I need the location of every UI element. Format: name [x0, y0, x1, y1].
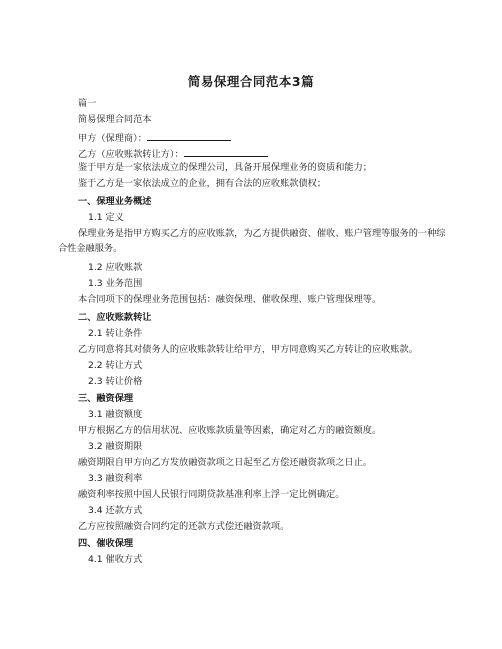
party-b-label: 乙方（应收账款转让方）：	[78, 149, 184, 160]
party-a-label: 甲方（保理商）：	[78, 133, 147, 144]
party-a-line	[78, 130, 231, 145]
document-title: 简易保理合同范本3篇	[187, 74, 315, 89]
clause-1-1-text: 保理业务是指甲方购买乙方的应收账款，为乙方提供融资、催收、账户管理等服务的一种综合性金融服务。	[58, 228, 446, 254]
recital-1: 鉴于甲方是一家依法成立的保理公司，具备开展保理业务的资质和能力；	[78, 162, 372, 173]
clause-3-1-text: 甲方根据乙方的信用状况、应收账款质量等因素，确定对乙方的融资额度。	[78, 425, 382, 436]
clause-2-3: 2.3 转让价格	[88, 376, 143, 387]
recital-2: 鉴于乙方是一家依法成立的企业，拥有合法的应收账款债权；	[78, 178, 327, 189]
clause-1-1: 1.1 定义	[88, 212, 124, 223]
clause-1-3-text: 本合同项下的保理业务范围包括：融资保理、催收保理、账户管理保理等。	[78, 294, 382, 305]
clause-2-1: 2.1 转让条件	[88, 328, 143, 339]
clause-3-4-text: 乙方应按照融资合同约定的还款方式偿还融资款项。	[78, 521, 290, 532]
party-a-blank	[147, 130, 231, 141]
clause-4-1: 4.1 催收方式	[88, 554, 143, 565]
clause-3-3: 3.3 融资利率	[88, 473, 143, 484]
clause-1-3: 1.3 业务范围	[88, 278, 143, 289]
clause-3-1: 3.1 融资额度	[88, 409, 143, 420]
clause-3-2-text: 融资期限自甲方向乙方发放融资款项之日起至乙方偿还融资款项之日止。	[78, 457, 372, 468]
clause-3-2: 3.2 融资期限	[88, 441, 143, 452]
clause-1-2: 1.2 应收账款	[88, 262, 143, 273]
section-3-heading: 三、融资保理	[78, 393, 134, 404]
section-2-heading: 二、应收账款转让	[78, 312, 152, 323]
section-4-heading: 四、催收保理	[78, 538, 134, 549]
clause-3-3-text: 融资利率按照中国人民银行同期贷款基准利率上浮一定比例确定。	[78, 489, 345, 500]
party-b-blank	[184, 146, 268, 157]
clause-3-4: 3.4 还款方式	[88, 505, 143, 516]
part-label: 篇一	[78, 98, 97, 109]
clause-2-1-text: 乙方同意将其对债务人的应收账款转让给甲方，甲方同意购买乙方转让的应收账款。	[78, 344, 418, 355]
contract-name: 简易保理合同范本	[78, 114, 152, 125]
party-b-line	[78, 146, 268, 161]
clause-2-2: 2.2 转让方式	[88, 360, 143, 371]
section-1-heading: 一、保理业务概述	[78, 196, 152, 207]
